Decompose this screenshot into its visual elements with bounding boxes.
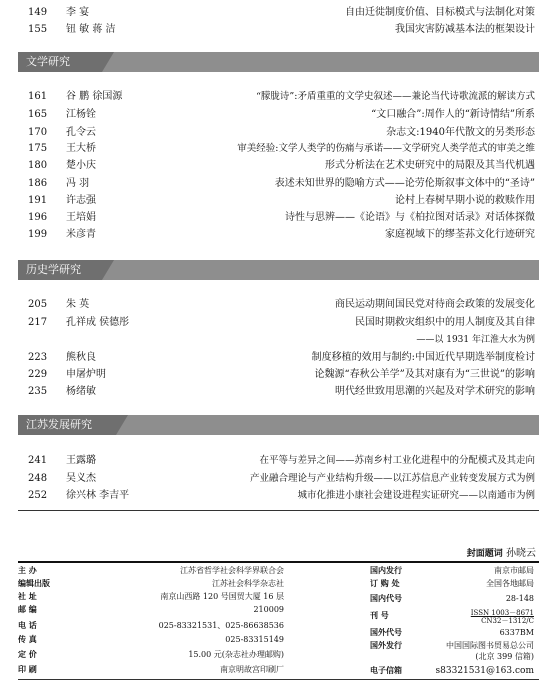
page-number: 149 [28,7,48,18]
info-row [18,591,284,603]
toc-entry[interactable] [18,226,539,243]
toc-entry[interactable] [18,106,539,123]
author: 朱 英 [66,299,90,310]
page-number: 196 [28,212,48,223]
toc-entry[interactable] [18,209,539,226]
toc-entry[interactable] [18,349,539,366]
info-value: 28-148 [505,594,534,603]
author: 钮 敏 蒋 洁 [66,24,116,35]
page-number: 241 [28,455,48,466]
cover-credit-label: 封面题词 [466,549,503,559]
info-key: 传 真 [18,635,37,644]
info-row [18,634,284,646]
info-value: 江苏省哲学社会科学界联合会 [180,566,284,575]
page-number: 229 [28,369,48,380]
article-title: 民国时期救灾组织中的用人制度及其自律 [355,317,535,328]
info-row [18,649,284,661]
article-title: 形式分析法在艺术史研究中的局限及其当代机遇 [325,160,535,171]
page-number: 175 [28,143,48,154]
email-value[interactable]: s83321531@163.com [435,666,534,676]
toc-entry[interactable] [18,157,539,174]
article-title: 制度移植的效用与制约:中国近代早期选举制度检讨 [311,352,535,363]
info-value: 025-83315149 [225,635,284,644]
article-title: 我国灾害防减基本法的框架设计 [395,24,535,35]
content-end-rule [18,510,539,511]
toc-entry[interactable] [18,175,539,192]
page-number: 155 [28,24,48,35]
info-value: 025-83321531、025-86638536 [158,621,284,630]
article-title: 杂志文:1940年代散文的另类形态 [386,127,535,138]
page-number: 199 [28,229,48,240]
toc-entry[interactable] [18,470,539,487]
info-row [370,627,534,639]
article-title: “朦胧诗”:矛盾重重的文学史叙述——兼论当代诗歌流派的解读方式 [256,91,535,102]
page-number: 248 [28,473,48,484]
info-row [18,578,284,590]
author: 徐兴林 李吉平 [66,490,130,501]
article-title: 明代经世致用思潮的兴起及对学术研究的影响 [335,386,535,397]
info-key: 刊 号 [370,611,389,620]
author: 申屠炉明 [66,369,106,380]
section-title: 江苏发展研究 [18,415,116,435]
info-key: 印 刷 [18,665,37,674]
page-number: 235 [28,386,48,397]
article-title: 城市化推进小康社会建设进程实证研究——以南通市为例 [297,490,535,501]
toc-entry[interactable] [18,192,539,209]
toc-entry[interactable] [18,452,539,469]
cover-credit [467,544,536,559]
article-title: 产业融合理论与产业结构升级——以江苏信息产业转变发展方式为例 [249,473,535,484]
toc-entry[interactable] [18,88,539,105]
info-key: 定 价 [18,650,37,659]
page-number: 161 [28,91,48,102]
info-row [370,593,534,605]
author: 李 宴 [66,7,90,18]
info-key: 国内代号 [370,594,402,603]
section-header-history [18,260,539,280]
section-title: 历史学研究 [18,260,102,280]
toc-entry[interactable] [18,314,539,331]
author: 杨绪敏 [66,386,96,397]
info-row-cont [370,651,534,663]
info-value: 南京明故宫印刷厂 [220,665,284,674]
author: 熊秋良 [66,352,96,363]
info-value: 15.00 元(杂志社办理邮购) [188,650,284,659]
author: 米彦青 [66,229,96,240]
author: 孔祥成 侯德彤 [66,317,130,328]
info-key: 国外发行 [370,641,402,650]
info-key: 主 办 [18,566,37,575]
info-value: 南京市邮局 [494,566,534,575]
info-key: 订 购 处 [370,579,400,588]
section-title: 文学研究 [18,52,102,72]
info-top-rule [18,561,539,563]
info-key: 国内发行 [370,566,402,575]
article-title: 自由迁徙制度价值、目标模式与法制化对策 [345,7,535,18]
toc-entry[interactable] [18,21,539,38]
toc-entry[interactable] [18,296,539,313]
info-value: (北京 399 信箱) [475,652,534,661]
info-value: 中国国际图书贸易总公司 [446,641,534,650]
author: 冯 羽 [66,178,90,189]
article-title: “文口融合”:周作人的“新诗情结”所系 [371,109,535,120]
info-key: 社 址 [18,592,37,601]
article-title: 诗性与思辨——《论语》与《柏拉图对话录》对话体探微 [285,212,535,223]
article-title: 论村上春树早期小说的救赎作用 [395,195,535,206]
info-value: 南京山西路 120 号国贸大厦 16 层 [160,592,284,601]
author: 谷 鹏 徐国源 [66,91,123,102]
page-number: 217 [28,317,48,328]
info-row [18,604,284,616]
toc-entry[interactable] [18,366,539,383]
section-header-literature [18,52,539,72]
page-number: 165 [28,109,48,120]
author: 王大桥 [66,143,96,154]
author: 吴义杰 [66,473,96,484]
page-number: 170 [28,127,48,138]
info-bottom-rule [18,679,539,680]
page-number: 205 [28,299,48,310]
toc-entry[interactable] [18,4,539,21]
article-title: 表述未知世界的隐喻方式——论劳伦斯叙事文体中的“圣诗” [274,178,535,189]
author: 江杨铨 [66,109,96,120]
info-value: 210009 [253,605,284,614]
info-row [18,620,284,632]
article-subtitle: ——以 1931 年江淮大水为例 [416,335,535,345]
toc-entry-subtitle [18,332,539,349]
issn-block [471,609,534,625]
article-title: 审美经验:文学人类学的伤痛与承诺——文学研究人类学范式的审美之维 [237,143,535,154]
issn-number: ISSN 1003－8671 [470,609,534,617]
article-title: 家庭视域下的缪荃荪文化行迹研究 [385,229,535,240]
toc-entry[interactable] [18,124,539,141]
info-key: 邮 编 [18,605,37,614]
page-number: 180 [28,160,48,171]
author: 许志强 [66,195,96,206]
info-row-issn [370,608,534,626]
page-number: 191 [28,195,48,206]
author: 楚小庆 [66,160,96,171]
cn-number: CN32－1312/C [481,617,534,625]
info-key: 电子信箱 [370,666,402,675]
page-number: 186 [28,178,48,189]
info-key: 国外代号 [370,628,402,637]
info-key: 编辑出版 [18,579,50,588]
info-value: 6337BM [499,628,534,637]
page-number: 223 [28,352,48,363]
toc-entry[interactable] [18,383,539,400]
info-value: 江苏社会科学杂志社 [212,579,284,588]
info-row [18,664,284,676]
author: 王培娟 [66,212,96,223]
section-header-jiangsu-development [18,415,539,435]
toc-entry[interactable] [18,487,539,504]
article-title: 在平等与差异之间——苏南乡村工业化进程中的分配模式及其走向 [259,455,535,466]
article-title: 商民运动期间国民党对待商会政策的发展变化 [335,299,535,310]
cover-credit-name: 孙晓云 [506,548,536,559]
author: 孔令云 [66,127,96,138]
info-value: 全国各地邮局 [486,579,534,588]
info-row [18,565,284,577]
info-key: 电 话 [18,621,37,630]
info-row [370,565,534,577]
info-row [370,665,534,677]
info-row [370,578,534,590]
page-number: 252 [28,490,48,501]
author: 王露璐 [66,455,96,466]
toc-entry[interactable] [18,140,539,157]
article-title: 论魏源“春秋公羊学”及其对康有为“三世说”的影响 [314,369,535,380]
